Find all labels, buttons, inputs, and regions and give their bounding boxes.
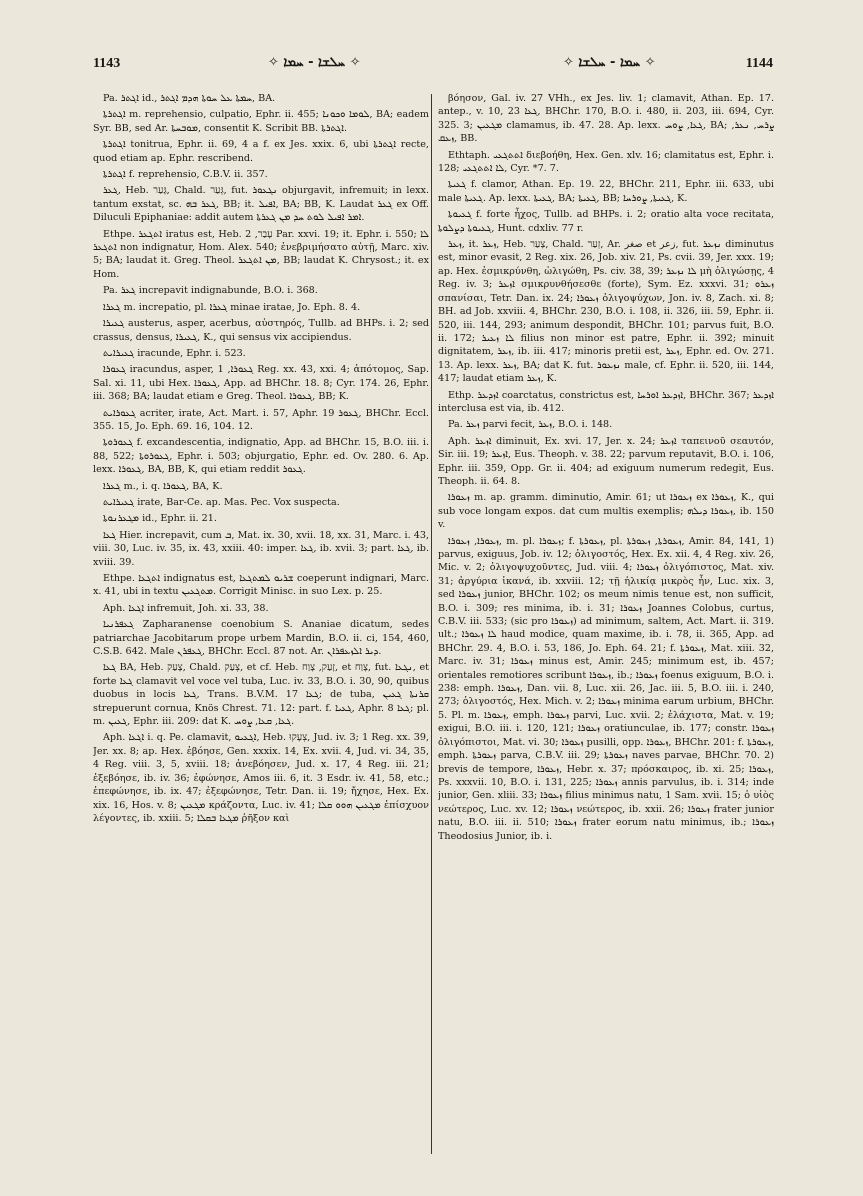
dictionary-entry: ܓܥܦܪܢܝܐ Zapharanense coenobium S. Ananiae dicatum, sedes patriarchae Jacobitarum prope urbem Mardin, B.O. ii. ci, 154, 460, C.S.B. 642. Male ܓܥܦܪܢ, BHChr. Eccl. 87 not. Ar. ܕܝܪ ܐܠܙܥܦܪܐܢ. xyxy=(93,619,429,658)
dictionary-entry: Ethp. ܐܙܕܥܪ coarctatus, constrictus est, ܐܙܕܥܪ ܐܘܪܚܐ, BHChr. 367; ܐܙܕܥܪ interclusa est via, ib. 412. xyxy=(438,389,774,414)
dictionary-entry: ܓܥܝܬܐ f. clamor, Athan. Ep. 19. 22, BHChr. 211, Ephr. iii. 633, ubi male ܓܥܝܬܐ. Ap. lexx. ܓܥܝܬܐ, BA; ܓܥܝܬܐ, BB; ܓܥܝܬܐ, ܨܘܪܚܐ, K. xyxy=(438,179,774,204)
dictionary-entry: ܓܥܝܪܐ austerus, asper, acerbus, αὐστηρός, Tullb. ad BHPs. i. 2; sed crassus, densus, ܓܥܝܪܐ, K., qui sensus vix accipiendus. xyxy=(93,318,429,343)
dictionary-entry: Pa. ܙܥܪ parvi fecit, ܙܥܪ, B.O. i. 148. xyxy=(448,419,613,431)
dictionary-entry: ܡܓܥܪܢܘܬܐ id., Ephr. ii. 21. xyxy=(103,513,217,525)
dictionary-entry: Aph. ܐܓܥܐ i. q. Pe. clamavit, ܐܓܥܝܘ, Heb. צְעָקוּ, Jud. iv. 3; 1 Reg. xx. 39, Jer. xx. 8; ap. Hex. ἐβόησε, Gen. xxxix. 14, Ex. xvii. 4, Jud. vi. 34, 35, 4 Reg. viii. 3, 5, xviii. 18; ἀνεβόησεν, Jud. x. 17, 4 Reg. iii. 21; ἐξεβόησε, ib. iv. 36; ἐφώνησε, Amos iii. 6, it. 3 Esdr. iv. 41, 58, etc.; ἐπεφώνησε, ib. ix. 47; ἐξεφώνησε, Tetr. Dan. ii. 19; ἤχησε, Hex. Ex. xix. 16, Hos. v. 8; ܡܓܥܝܢ κράζοντα, Luc. iv. 41; ܡܓܥܝܢ ܗܘܘ ܩܠܐ ἐπίσχυον λέγοντες, ib. xxiii. 5; ܡܓܥܐ ܒܩܠܐ ῥῆξον καὶ xyxy=(93,732,429,824)
dictionary-entry: Pa. ܓܥܪ increpavit indignabunde, B.O. i. 368. xyxy=(103,285,318,297)
dictionary-entry: ܓܥܘܪܘܬܐ f. excandescentia, indignatio, App. ad BHChr. 15, B.O. iii. i. 88, 522; ܓܥܘܪܘܬܐ, Ephr. i. 503; objurgatio, Ephr. ed. Ov. 280. 6. Ap. lexx. ܓܥܘܪܐ, BA, BB, K, qui etiam reddit ܓܥܘܪ. xyxy=(93,437,429,476)
dictionary-entry: βόησον, Gal. iv. 27 VHh., ex Jes. liv. 1; clamavit, Athan. Ep. 17. antep., v. 10, ܓܥܐ 23, BHChr. 170, B.O. i. 480, ii. 203, iii. 694, Cyr. 325. 3; ܡܓܥܝܢ clamamus, ib. 47. 28. Ap. lexx. ܓܥܐ, ܨܘܚ, BA; ܨܪܚ, ܢܥܪ, ܙܥܩ, BB. xyxy=(438,93,774,145)
dictionary-entry: ܓܥܪܐ m. increpatio, pl. ܓܥܪܐ minae iratae, Jo. Eph. 8. 4. xyxy=(103,301,361,313)
left-page-number: 1143 xyxy=(93,56,121,71)
dictionary-entry: ܙܥܘܪܐ, ܙܥܘܪܐ, m. pl. ܙܥܘܪܐ; f. ܙܥܘܪܬܐ, pl. ܙܥܘܪܬܐ, ܙܥܘܪܬܐ, Amir. 84, 141, 1) parvus, exiguus, Job. iv. 12; ὀλιγοστός, Hex. Ex. xii. 4, 4 Reg. xiv. 26, Mic. v. 2; ὀλιγοψυχοῦντες, Jud. viii. 4; ܙܥܘܪܐ ὀλιγόπιστος, Mat. xiv. 31; ἀργύρια ἱκανά, ib. xxviii. 12; τῇ ἡλικίᾳ μικρὸς ἦν, Luc. xix. 3, sed ܙܥܘܪܐ junior, BHChr. 102; os meum nimis tenue est, non sufficit, B.O. i. 309; res minima, ib. i. 31; ܙܥܘܪܐ Joannes Colobus, curtus, C.B.V. iii. 533; (sic pro ܙܥܘܪܐ) ad minimum, saltem, Act. Mart. ii. 319. ult.; ܠܐ ܙܥܘܪܐ haud modice, quam maxime, ib. i. 78, ii. 365, App. ad BHChr. 29. 4, B.O. i. 53, 186, Jo. Eph. 64. 21; f. ܙܥܘܪܬܐ, Mat. xiii. 32, Marc. iv. 31; ܙܥܘܪܐ minus est, Amir. 245; minimum est, ib. 457; orientales remotiores scribunt ܙܥܘܪܐ, ib.; ܙܥܘܪܐ foenus exiguum, B.O. i. 238: emph. ܙܥܘܪܐ, Dan. vii. 8, Luc. xii. 26, Jac. iii. 5, B.O. iii. i. 240, 273; ὀλιγοστός, Hex. Mich. v. 2; ܙܥܘܪܐ minima earum urbium, BHChr. 5. Pl. m. ܙܥܘܪܐ, emph. ܙܥܘܪܐ parvi, Luc. xvii. 2; ἐλάχιστα, Mat. v. 19; exigui, B.O. iii. i. 120, 121; ܙܥܘܪܐ oratiunculae, ib. 177; constr. ܙܥܘܪܐ ὀλιγόπιστοι, Mat. vi. 30; ܙܥܘܪܐ pusilli, opp. ܙܥܘܪܐ, BHChr. 201: f. ܙܥܘܪܬܐ, emph. ܙܥܘܪܬܐ parva, C.B.V. iii. 29; ܙܥܘܪܬܐ naves parvae, BHChr. 70. 2) brevis de tempore, ܙܥܘܪܐ, Hebr. x. 37; πρόσκαιρος, ib. xi. 25; ܙܥܘܪܐ, Ps. xxxvii. 10, B.O. i. 131, 225; ܙܥܘܪܐ annis parvulus, ib. i. 314; inde junior, Gen. xliii. 33; ܙܥܘܪܐ filius minimus natu, 1 Sam. xvii. 15; ὁ υἱὸς νεώτερος, Luc. xv. 12; ܙܥܘܪܐ νεώτερος, ib. xxii. 26; ܙܥܘܪܐ frater junior natu, B.O. iii. ii. 510; ܙܥܘܪܐ frater eorum natu minimus, ib.; ܙܥܘܪܐ Theodosius Junior, ib. i. xyxy=(438,535,774,842)
dictionary-entry: ܙܥܪ, it. ܙܥܪ, Heb. צָעַר, Chald. זְעַר, Ar. صغر et زعر, fut. ܢܙܥܪ diminutus est, minor evasit, 2 Reg. xix. 26, Job. xiv. 21, Ps. cvii. 39, Jer. xxx. 19; ap. Hex. ἐσμικρύνθη, ὠλιγώθη, Ps. civ. 38, 39; ܠܐ ܢܙܥܪ μὴ ὀλιγώσῃς, 4 Reg. iv. 3; ܐܙܥܪ σμικρυνθήσεσθε (forte), Sym. Ez. xxxvi. 31; ܙܥܪܘ σπανίσαι, Tetr. Dan. ix. 24; ܙܥܘܪܐ ὀλιγοψύχων, Jon. iv. 8, Zach. xi. 8; BH. ad Job. xxviii. 4, BHChr. 230, B.O. i. 108, ii. 326, iii. 59, Ephr. ii. 520, iii. 144, 293; animum despondit, BHChr. 101; parvus fuit, B.O. ii. 172; ܠܐ ܙܥܝܪ filius non minor est patre, Ephr. ii. 392; minuit dignitatem, ܙܥܪ, ib. iii. 417; minoris pretii est, ܙܥܪ, Ephr. ed. Ov. 271. 13. Ap. lexx. ܙܥܪ, BA; dat K. fut. ܢܙܥܘܪ male, cf. Ephr. ii. 520, iii. 144, 417; laudat etiam ܙܥܪ, K. xyxy=(438,239,774,385)
dictionary-entry: ܓܥܪ, Heb. גָּעַר, Chald. גְּעַר, fut. ܢܓܥܘܪ objurgavit, infremuit; in lexx. tantum exstat, sc. ܓܥܪ ܒܗ, BB; it. ܐܦܝܠ, BA; BB, K. Laudat ܓܥܪ ex Off. Diluculi Epiphaniae: addit autem ܐܡܪ ܐܦܝܠ ܠܘܬ ܚܕ ܡܢ ܓܥܪܬܐ. xyxy=(93,185,429,224)
right-column xyxy=(438,92,774,1152)
dictionary-entry: ܓܥܝܘܬܐ f. forte ἦχος, Tullb. ad BHPs. i. 2; oratio alta voce recitata, ܓܥܝܘܬܐ ܕܨܠܘܬܐ, Hunt. cdxliv. 77 r. xyxy=(438,209,774,234)
dictionary-entry: Ethpe. ܐܬܓܥܐ indignatus est, ܫܪܝܘ ܠܡܬܓܥܐ coeperunt indignari, Marc. x. 41, ubi in textu ܡܬܓܥܝܢ. Corrigit Minisc. in suo Lex. p. 25. xyxy=(93,573,429,598)
dictionary-entry: Aph. ܐܙܥܪ diminuit, Ex. xvi. 17, Jer. x. 24; ܐܙܥܪ ταπεινοῦ σεαυτόν, Sir. iii. 19; ܐܙܥܪ, Eus. Theoph. v. 38. 22; parvum reputavit, B.O. i. 106, Ephr. iii. 359, Opp. Gr. ii. 404; ad exiguum numerum redegit, Eus. Theoph. ii. 64. 8. xyxy=(438,435,774,487)
dictionary-entry: ܓܥܪܐ m., i. q. ܓܥܘܪܐ, BA, K. xyxy=(103,480,223,492)
dictionary-entry: Ethpe. ܐܬܓܥܪ iratus est, Heb. עָבַר, 2 Par. xxvi. 19; it. Ephr. i. 550; ܠܐ ܐܬܓܥܪ non indignatur, Hom. Alex. 540; ἐνεβριμήσατο αὐτῇ, Marc. xiv. 5; BA; laudat it. Greg. Theol. ܡܢ ܐܬܓܥܪ, BB; laudat K. Chrysost.; it. ex Hom. xyxy=(93,228,429,280)
left-running-head: ✧ ܚܠܫܐ - ܚܡܐ ✧ xyxy=(268,55,361,70)
dictionary-entry: Aph. ܐܓܥܐ infremuit, Joh. xi. 33, 38. xyxy=(103,602,269,614)
right-running-head: ✧ ܚܡܐ - ܚܠܫܐ ✧ xyxy=(563,55,656,70)
dictionary-entry: ܐܓܬܪܬܐ tonitrua, Ephr. ii. 69, 4 a f. ex Jes. xxix. 6, ubi ܐܓܬܪܬܐ recte, quod etiam ap. Ephr. rescribend. xyxy=(93,139,429,164)
dictionary-entry: ܓܥܝܪܐܝܬ irate, Bar-Ce. ap. Mas. Pec. Vox suspecta. xyxy=(103,496,340,508)
page-header xyxy=(0,0,863,90)
dictionary-entry: ܙܥܘܪܐ m. ap. gramm. diminutio, Amir. 61; ut ܙܥܘܪܐ ex ܙܥܘܪܐ, K., qui sub voce longam expos. dat cum multis exemplis; ܙܥܘܪܐ ܕܝܠܗ, ib. 150 v. xyxy=(438,492,774,531)
dictionary-entry: Ethtaph. ܐܬܬܓܥܝ διεβοήθη, Hex. Gen. xlv. 16; clamitatus est, Ephr. i. 128; ܠܐ ܐܬܬܓܥܝ, Cyr. *7. 7. xyxy=(438,149,774,175)
dictionary-entry: ܓܥܘܪܐܝܬ acriter, irate, Act. Mart. i. 57, Aphr. ܓܥܘܪ 19, BHChr. Eccl. 355. 15, Jo. Eph. 69. 16, 104. 12. xyxy=(93,407,429,432)
dictionary-entry: ܓܥܐ Hier. increpavit, cum ܒ, Mat. ix. 30, xvii. 18, xx. 31, Marc. i. 43, viii. 30, Luc. iv. 35, ix. 43, xxiii. 40: imper. ܓܥܐ, ib. xvii. 3; part. ܓܥܐ, ib. xviii. 39. xyxy=(93,529,429,568)
dictionary-entry: ܐܓܬܪܬܐ m. reprehensio, culpatio, Ephr. ii. 455; ܠܘܡܐ ܘܟܘܢܐ, BA; eadem Syr. BB, sed Ar. ܡܘܒܚܬܐ, consentit K. Scribit BB. ܐܓܬܪܬܐ. xyxy=(93,109,429,134)
dictionary-entry: ܓܥܝܪܐܝܬ iracunde, Ephr. i. 523. xyxy=(103,347,246,359)
right-page-number: 1144 xyxy=(745,56,773,71)
dictionary-entry: Pa. ܐܓܬܪ id., ܚܡܬܐ ܥܠ ܚܘܬܐ ܗܕܡ ܐܓܬܪ, BA. xyxy=(103,93,276,104)
dictionary-entry: ܐܓܬܪܬܐ f. reprehensio, C.B.V. ii. 357. xyxy=(103,169,268,181)
left-column xyxy=(93,92,429,1152)
dictionary-entry: ܓܥܘܪܐ iracundus, asper, ܓܥܘܪܐ, 1 Reg. xx. 43, xxi. 4; ἀπότομος, Sap. Sal. xi. 11, ubi Hex. ܓܥܘܪܐ, App. ad BHChr. 18. 8; Cyr. 174. 26, Ephr. iii. 368; BA; laudat etiam e Greg. Theol. ܓܥܘܪܐ, BB; K. xyxy=(93,364,429,403)
column-divider xyxy=(431,94,432,1154)
dictionary-entry: ܓܥܐ BA, Heb. צָעַק, Chald. צְעַק, et cf. Heb. זָעַק, צָוַח, et צָוַח, fut. ܢܓܥܐ, et forte ܓܥܐ clamavit vel voce vel tuba, Luc. iv. 33, B.O. i. 30, 90, quibus duobus in locis ܓܥܐ, Trans. B.V.M. ܓܥܐ 17; de tuba, ܩܪܢܬܐ ܓܥܝܢ strepuerunt cornua, Knös Chrest. 71. 12: part. f. ܓܥܝܐ, Aphr. ܓܥܐ 8; pl. m. ܓܥܝܢ, Ephr. iii. 209: dat K. ܓܥܐ, ܩܥܐ, ܨܘܚ. xyxy=(93,662,429,728)
